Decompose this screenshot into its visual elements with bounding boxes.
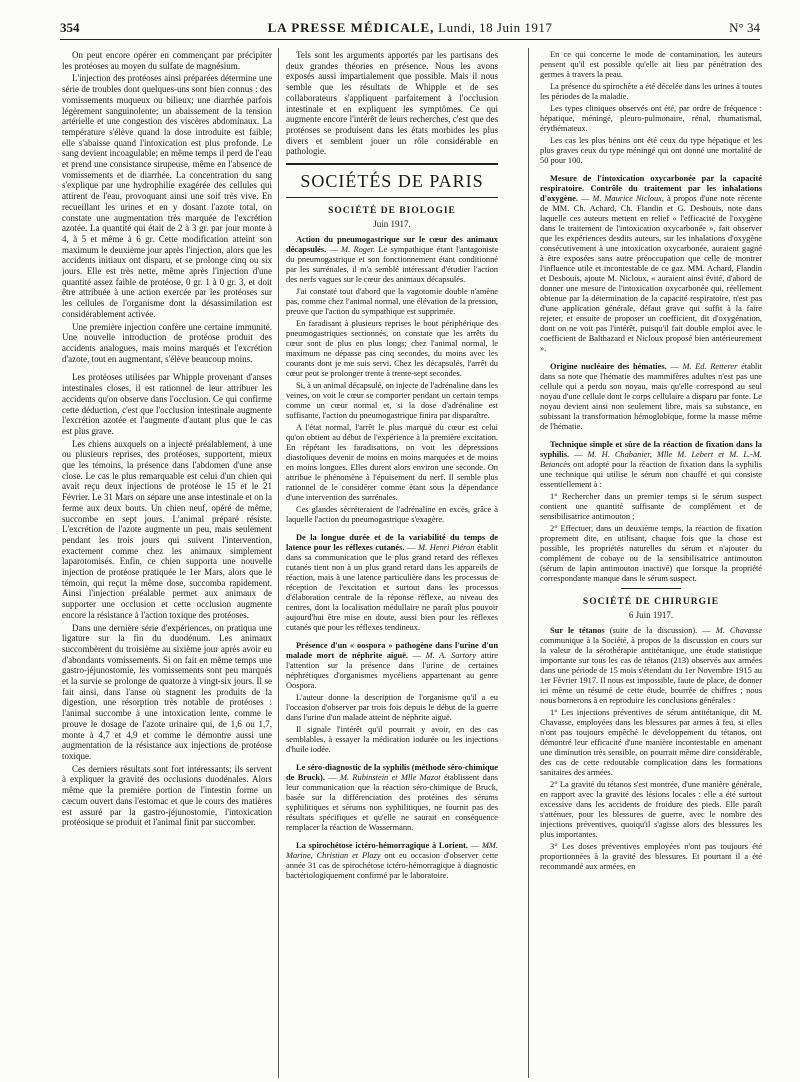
- list-item: 3° Les doses préventives employées n'ont pas toujours été proportionnées à la gravité des blessures. Et pourtant il a été recommandé aux armées, en: [540, 842, 762, 872]
- article-title: Action du pneumogastrique sur le cœur des animaux décapsulés.: [286, 235, 498, 255]
- paragraph: Ces derniers résultats sont fort intéressants; ils servent à expliquer la gravité des occlusions duodénales. Alors même que la première portion de l'intestin forme un cæcum ouvert dans l'estomac et que le cours des matières est assuré par la gastro-jéjunostomie, l'intoxication protéosique se produit et l'animal finit par succomber.: [62, 763, 272, 828]
- paragraph: J'ai constaté tout d'abord que la vagotomie double n'amène pas, comme chez l'animal normal, une élévation de la pression, preuve que l'action du sympathique est supprimée.: [286, 287, 498, 317]
- article: Origine nucléaire des hématies. — M. Ed. Retterer établit dans sa note que l'hématie des mammifères adultes n'est pas une cellule qui a perdu son noyau, mais qu'elle correspond au seul noyau d'une cellule dont le corps cellulaire a disparu par fonte. Le noyau devient ainsi non seulement libre, mais sa substance, en subissant la transformation hémoglobique, forme la masse même de l'hématie.: [540, 362, 762, 431]
- header-rule: [60, 39, 760, 40]
- paragraph: La présence du spirochète a été décelée dans les urines à toutes les périodes de la maladie.: [540, 82, 762, 101]
- article: Le séro-diagnostic de la syphilis (méthode séro-chimique de Bruck). — M. Rubinstein et Mlle Mazot établissent dans leur communication que la réaction séro-chimique de Bruck, basée sur la différenciation des protéines des sérums syphilitiques et sérums non syphilitiques, ne fournit pas des résultats spécifiques et qu'elle ne saurait en conséquence remplacer la réaction de Wassermann.: [286, 763, 498, 833]
- list-item: 2° La gravité du tétanos s'est montrée, d'une manière générale, en rapport avec la gravité des lésions locales : elle a été surtout excessive dans les accidents de froidure des pieds. Elle paraît s'atténuer, pour les blessures de guerre, avec le nombre des injections préventives, quoiqu'il s'agisse alors des blessures les plus importantes.: [540, 780, 762, 840]
- article-text: ont adopté pour la réaction de fixation dans la syphilis une technique qui utilise le sérum non chauffé et qui consiste essentiellement à :: [540, 460, 762, 489]
- article-title: La spirochétose ictéro-hémorragique à Lorient.: [296, 841, 469, 851]
- article-text: établit dans sa communication que le plus grand retard des réflexes cutanés tient non à un plus grand retard dans les appareils de réaction, mais à une latence particulière dans les processus de réception de l'excitation et surtout dans les processus d'élaboration centrale de la réponse réflexe, au niveau des centres, dont la localisation médullaire ne paraît plus pouvoir aujourd'hui être mise en doute, aussi bien pour les réflexes cutanés que pour les réflexes tendineux.: [286, 543, 498, 633]
- paragraph: Dans une dernière série d'expériences, on pratiqua une ligature sur la fin du duodénum. Les animaux succombèrent du troisième au sixième jour après avoir eu d'abondants vomissements. Si on fait en même temps une gastro-jéjunostomie, les vomissements sont peu marqués et la survie se prolonge de quatorze à vingt-six jours. Il se fait ainsi, dans l'anse où stagnent les produits de la digestion, une résorption très notable de protéoses : l'animal succombe à une intoxication lente, comme le prouve le dosage de l'azote urinaire qui, de 1,6 ou 1,7, monte à 4,7 et 4,9 et comme le démontre aussi une augmentation de la résistance aux injections de protéose toxique.: [62, 622, 272, 761]
- paragraph: Les chiens auxquels on a injecté préalablement, à une ou plusieurs reprises, des protéoses, supportent, mieux que les témoins, la présence dans l'abdomen d'une anse close. Le cas le plus remarquable est celui d'un chien qui avait reçu deux injections de protéose le 15 et le 21 Février. Le 31 Mars on sépare une anse intestinale et on la ferme aux deux bouts. Un chien neuf, opéré de même, succombe en sept jours. L'animal préparé résiste. L'excrétion de l'azote augmente un peu, mais seulement pendant les trois jours qui suivent l'intervention, exactement comme chez les animaux simplement laparotomisés. Enfin, ce chien supporta une nouvelle injection de protéose pratiquée le 1er Mars, alors que le témoin, qui reçut la même dose, succomba rapidement. Ainsi l'injection préalable permet aux animaux de supporter une occlusion et cette occlusion augmente encore la résistance à l'action toxique des protéoses.: [62, 438, 272, 620]
- article-title: Origine nucléaire des hématies.: [550, 362, 667, 371]
- article-author: M. Henri Piéron: [418, 543, 475, 553]
- paragraph: Les cas les plus bénins ont été ceux du type hépatique et les plus graves ceux du type méningé qui ont donné une mortalité de 50 pour 100.: [540, 136, 762, 165]
- article-author: M. Chavasse: [715, 626, 762, 636]
- paragraph: Les protéoses utilisées par Whipple provenant d'anses intestinales closes, il est rationnel de leur attribuer les accidents qu'on observe dans l'occlusion. Ce qui confirme cette déduction, c'est que l'occlusion intestinale augmente l'excrétion azotée et l'augmente d'autant plus que le cas est plus grave.: [62, 372, 272, 436]
- paragraph: Une première injection confère une certaine immunité. Une nouvelle introduction de protéose produit des accidents analogues, mais moins marqués et l'excrétion d'azote, tout en augmentant, s'élève beaucoup moins.: [62, 321, 272, 364]
- paragraph: L'auteur donne la description de l'organisme qu'il a eu l'occasion d'observer par trois fois depuis le début de la guerre dans l'urine d'un malade atteint de néphrite aiguë.: [286, 693, 498, 723]
- article-text: établit dans sa note que l'hématie des mammifères adultes n'est pas une cellule qui a perdu son noyau, mais qu'elle correspond au seul noyau d'une cellule dont le corps cellulaire a disparu par fonte. Le noyau devient ainsi non seulement libre, mais sa substance, en subissant la transformation hémoglobique, forme la masse même de l'hématie.: [540, 362, 762, 431]
- article-title: Technique simple et sûre de la réaction de fixation dans la syphilis.: [540, 440, 762, 459]
- article-text: établissent dans leur communication que la réaction séro-chimique de Bruck, basée sur la différenciation des protéines des sérums syphilitiques et sérums non syphilitiques, ne fournit pas des résultats spécifiques et qu'elle ne saurait en conséquence remplacer la réaction de Wassermann.: [286, 773, 498, 833]
- article-author: M. Maurice Nicloux,: [592, 194, 664, 203]
- journal-title: LA PRESSE MÉDICALE,: [267, 20, 435, 35]
- list-item: 1° Les injections préventives de sérum antitétanique, dit M. Chavasse, employées dans les blessures par armes à feu, si elles n'ont pas toujours empêché le développement du tétanos, ont démontré leur efficacité d'une manière incontestable en amenant une diminution très sensible, on pourrait même dire considérable, des cas de cette redoutable complication dans les formations sanitaires des armées.: [540, 708, 762, 778]
- article-title: De la longue durée et de la variabilité du temps de latence pour les réflexes cutanés.: [286, 533, 498, 553]
- article-title: Présence d'un « oospora » pathogène dans l'urine d'un malade mort de néphrite aiguë.: [286, 641, 498, 661]
- article-author: MM. Marine, Christian et Plazy: [286, 841, 498, 861]
- issue-number: N° 34: [729, 20, 760, 35]
- article: Action du pneumogastrique sur le cœur des animaux décapsulés. — M. Roger. Le sympathique étant l'antagoniste du pneumogastrique et son fonctionnement étant conditionné par les surrénales, il m'a semblé intéressant d'étudier l'action des nerfs vagues sur le cœur des animaux décapsulés.: [286, 235, 498, 285]
- article-text: communique à la Société, à propos de la discussion en cours sur la valeur de la sérothérapie antitétanique, une étude statistique importante sur tous les cas de tétanos (213) observés aux armées dans une période de 15 mois s'étendant du 1er Novembre 1915 au 1er Février 1917. Il nous est impossible, faute de place, de donner ici même un résumé de cette étude, bourrée de chiffres ; nous nous bornerons à en reproduire les conclusions générales :: [540, 636, 762, 706]
- list-item: 1° Rechercher dans un premier temps si le sérum suspect contient une quantité suffisante de complément et de sensibilisatrice antimouton ;: [540, 492, 762, 521]
- column-3: [540, 50, 762, 1080]
- article-title: Le séro-diagnostic de la syphilis (méthode séro-chimique de Bruck).: [286, 763, 498, 783]
- society-date: 6 Juin 1917.: [628, 609, 674, 620]
- paragraph: On peut encore opérer en commençant par précipiter les protéoses au moyen du sulfate de magnésium.: [62, 50, 272, 71]
- article-text: ont eu occasion d'observer cette année 31 cas de spirochétose ictéro-hémorragique à diagnostic bactériologiquement confirmé par le laboratoire.: [286, 851, 498, 881]
- society-date: Juin 1917.: [373, 218, 411, 229]
- page-header: [60, 20, 760, 36]
- paragraph: En ce qui concerne le mode de contamination, les auteurs pensent qu'il est possible qu'elle ait lieu par pénétration des germes à travers la peau.: [540, 50, 762, 79]
- article: Sur le tétanos (suite de la discussion). — M. Chavasse communique à la Société, à propos de la discussion en cours sur la valeur de la sérothérapie antitétanique, une étude statistique importante sur tous les cas de tétanos (213) observés aux armées dans une période de 15 mois s'étendant du 1er Novembre 1915 au 1er Février 1917. Il nous est impossible, faute de place, de donner ici même un résumé de cette étude, bourrée de chiffres ; nous nous bornerons à en reproduire les conclusions générales :: [540, 626, 762, 706]
- article-author: M. H. Chabanier, Mlle M. Lebert et M. L.-M. Betancès: [540, 450, 762, 469]
- article: Mesure de l'intoxication oxycarbonée par la capacité respiratoire. Contrôle du traitement par les inhalations d'oxygène. — M. Maurice Nicloux, à propos d'une note récente de MM. Ch. Achard, Ch. Flandin et G. Desbouis, note dans laquelle ces auteurs mettent en relief « l'efficacité de l'oxygène dans le traitement de l'intoxication oxycarbonée », fait observer que les expériences desdits auteurs, sur les inhalations d'oxygène consécutivement à une intoxication oxycarbonée, auraient gagné à être exposées sans autre préoccupation que celle de montrer l'influence utile et incontestable de ce gaz. MM. Achard, Flandin et Desbouis, ajoute M. Nicloux, « auraient ainsi évité, d'abord de donner une mesure de l'intoxication oxycarbonée qui, réellement obtenue par la détermination de la capacité respiratoire, n'est pas d'une application générale, défaut grave qui suffit à la faire rejeter, et ensuite de proposer un coefficient, dit d'oxygénation, dont on ne voit pas l'intérêt, puisqu'il fait double emploi avec le coefficient de Balthazard et Nicloux proposé bien antérieurement ».: [540, 174, 762, 353]
- column-1: [62, 50, 272, 1080]
- issue-date: Lundi, 18 Juin 1917: [438, 20, 553, 35]
- society-title: SOCIÉTÉ DE CHIRURGIE: [582, 597, 720, 607]
- masthead: [60, 20, 760, 36]
- article-author: M. Ed. Retterer: [682, 362, 738, 371]
- paragraph: Les types cliniques observés ont été, par ordre de fréquence : hépatique, méningé, pleuro-pulmonaire, rénal, rhumatismal, érythémateux.: [540, 104, 762, 133]
- article-author: M. Roger.: [341, 245, 376, 255]
- article-text: attire l'attention sur la présence dans l'urine de certaines néphrétiques d'organismes mycéliens appartenant au genre Oospora.: [286, 651, 498, 691]
- paragraph: L'injection des protéoses ainsi préparées détermine une série de troubles dont quelques-uns sont bien connus : des vomissements muqueux ou bilieux; une diarrhée parfois légèrement sanguinolente; un abaissement de la tension artérielle et une congestion des viscères abdominaux. La température s'élève quand la dose introduite est faible; elle s'abaisse quand l'intoxication est plus profonde. Le sang devient incoagulable; en même temps il perd de l'eau et prend une consistance sirupeuse, même en l'absence de vomissements et de diarrhée. La concentration du sang s'explique par une hydrophilie exagérée des cellules qui attirent de l'eau, provoquant ainsi une soif très vive. En recueillant les urines et en y dosant l'azote total, on constate une augmentation très marquée de l'excrétion azotée. La quantité qui était de 2 à 3 gr. par jour monte à 4, à 5 et même à 6 gr. Cette modification atteint son maximum le deuxième jour après l'injection, alors que les accidents initiaux ont disparu, et se prolonge cinq ou six jours. Elle est très nette, même après l'injection d'une quantité assez faible de protéose, 0 gr. 1 à 0 gr. 3, et doit être attribuée à une action exercée par les protéoses sur les cellules de l'organisme dont la désassimilation est considérablement activée.: [62, 73, 272, 319]
- paragraph: Il signale l'intérêt qu'il pourrait y avoir, en des cas semblables, à essayer la médication iodurée ou les injections d'huile iodée.: [286, 725, 498, 755]
- article-text: à propos d'une note récente de MM. Ch. Achard, Ch. Flandin et G. Desbouis, note dans laquelle ces auteurs mettent en relief « l'efficacité de l'oxygène dans le traitement de l'intoxication oxycarbonée », fait observer que les expériences desdits auteurs, sur les inhalations d'oxygène consécutivement à une intoxication oxycarbonée, auraient gagné à être exposées sans autre préoccupation que celle de montrer l'influence utile et incontestable de ce gaz. MM. Achard, Flandin et Desbouis, ajoute M. Nicloux, « auraient ainsi évité, d'abord de donner une mesure de l'intoxication oxycarbonée qui, réellement obtenue par la détermination de la capacité respiratoire, n'est pas d'une application générale, défaut grave qui suffit à la faire rejeter, et ensuite de proposer un coefficient, dit d'oxygénation, dont on ne voit pas l'intérêt, puisqu'il fait double emploi avec le coefficient de Balthazard et Nicloux proposé bien antérieurement ».: [540, 194, 762, 353]
- section-banner: SOCIÉTÉS DE PARIS: [286, 163, 498, 198]
- paragraph: En faradisant à plusieurs reprises le bout périphérique des pneumogastriques sectionnés, on constate que les arrêts du cœur sont de plus en plus longs; chez l'animal normal, le maximum ne dépasse pas cinq secondes, du moins avec les courants dont je me suis servi. Chez les décapsulés, l'arrêt du cœur peut se prolonger trente à trente-sept secondes.: [286, 319, 498, 379]
- column-divider-1: [278, 48, 279, 1078]
- article: Présence d'un « oospora » pathogène dans l'urine d'un malade mort de néphrite aiguë. — M. A. Sartory attire l'attention sur la présence dans l'urine de certaines néphrétiques d'organismes mycéliens appartenant au genre Oospora.: [286, 641, 498, 691]
- paragraph: Si, à un animal décapsulé, on injecte de l'adrénaline dans les veines, on voit le cœur se comporter pendant un certain temps comme un cœur normal et, si la dose d'adrénaline est suffisante, l'action du pneumogastrique finira par disparaître.: [286, 381, 498, 421]
- paragraph: A l'état normal, l'arrêt le plus marqué du cœur est celui qu'on obtient au début de l'expérience à la première excitation. En répétant les faradisations, on voit les dépressions diastoliques devenir de moins en moins marquées et de moins en moins longues. Elles durent alors environ une seconde. On attribue le phénomène à l'épuisement du nerf. Il semble plus rationnel de le considérer comme étant sous la dépendance d'une intervention des surrénales.: [286, 423, 498, 503]
- article-text: Le sympathique étant l'antagoniste du pneumogastrique et son fonctionnement étant conditionné par les surrénales, il m'a semblé intéressant d'étudier l'action des nerfs vagues sur le cœur des animaux décapsulés.: [286, 245, 498, 285]
- article-author: M. A. Sartory: [425, 651, 477, 661]
- article-author: M. Rubinstein et Mlle Mazot: [340, 773, 441, 783]
- page-number: 354: [60, 20, 80, 35]
- article-note: (suite de la discussion).: [609, 626, 698, 636]
- column-2: [286, 50, 498, 1080]
- column-divider-2: [528, 48, 529, 1078]
- paragraph: Tels sont les arguments apportés par les partisans des deux grandes théories en présence. Nous les avons exposés aussi impartialement que possible. Mais il nous semble que les résultats de Whipple et de ses collaborateurs s'appliquent parfaitement à l'occlusion intestinale et en expliquent les symptômes. Ce qui augmente encore l'intérêt de leurs recherches, c'est que des protéoses se produisent dans les états morbides les plus divers et semblent jouer un rôle considérable en pathologie.: [286, 50, 498, 157]
- society-title: SOCIÉTÉ DE BIOLOGIE: [328, 206, 456, 217]
- article: Technique simple et sûre de la réaction de fixation dans la syphilis. — M. H. Chabanier, Mlle M. Lebert et M. L.-M. Betancès ont adopté pour la réaction de fixation dans la syphilis une technique qui utilise le sérum non chauffé et qui consiste essentiellement à :: [540, 440, 762, 489]
- article: De la longue durée et de la variabilité du temps de latence pour les réflexes cutanés. — M. Henri Piéron établit dans sa communication que le plus grand retard des réflexes cutanés tient non à un plus grand retard dans les appareils de réaction, mais à une latence particulière dans les processus de réception de l'excitation et surtout dans les processus d'élaboration centrale de la réponse réflexe, au niveau des centres, dont la localisation médullaire ne paraît plus pouvoir aujourd'hui être mise en doute, aussi bien pour les réflexes cutanés que pour les réflexes tendineux.: [286, 533, 498, 633]
- paragraph: Ces glandes sécréteraient de l'adrénaline en excès, grâce à laquelle l'action du pneumogastrique s'exagère.: [286, 505, 498, 525]
- article: La spirochétose ictéro-hémorragique à Lorient. — MM. Marine, Christian et Plazy ont eu occasion d'observer cette année 31 cas de spirochétose ictéro-hémorragique à diagnostic bactériologiquement confirmé par le laboratoire.: [286, 841, 498, 881]
- list-item: 2° Effectuer, dans un deuxième temps, la réaction de fixation proprement dite, en utilisant, chaque fois que la chose est possible, les propriétés naturelles du sérum et n'ajouter du complément de cobaye ou de la sensibilisatrice antimouton (sérum de lapin antimouton inactivé) que lorsque la propriété correspondante manque dans le sérum suspect.: [540, 524, 762, 583]
- section-divider: [621, 588, 681, 589]
- article-title: Mesure de l'intoxication oxycarbonée par la capacité respiratoire. Contrôle du traitement par les inhalations d'oxygène.: [540, 174, 762, 203]
- article-title: Sur le tétanos: [550, 626, 605, 636]
